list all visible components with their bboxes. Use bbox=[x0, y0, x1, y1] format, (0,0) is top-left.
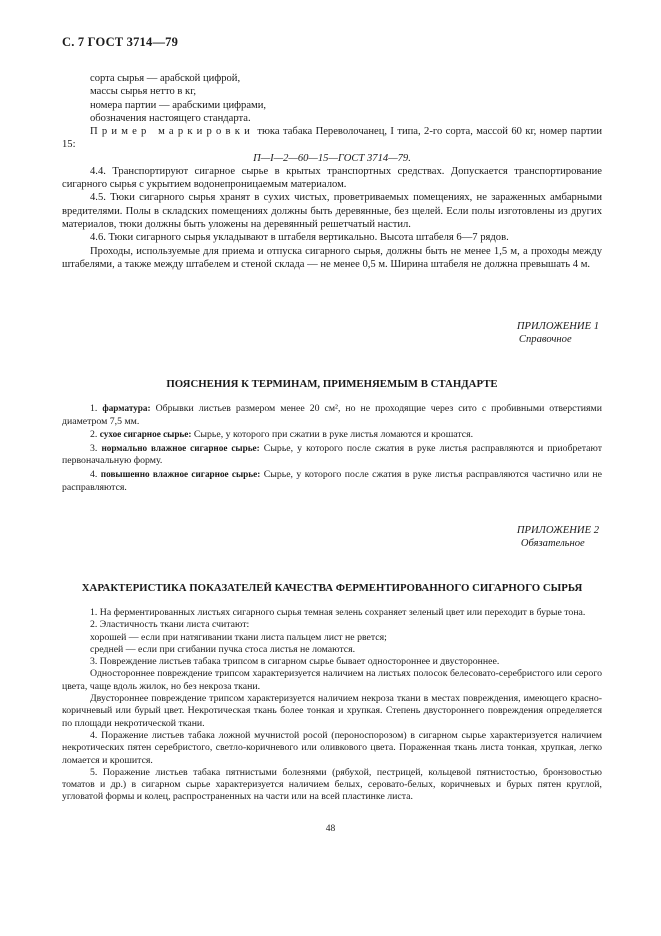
term-item: 3. нормально влажное сигарное сырье: Сырье, у которого после сжатия в руке листья расправляются и приобретают первоначальную форму. bbox=[62, 442, 602, 467]
paragraph: Одностороннее повреждение трипсом характеризуется наличием на листьях полосок белесовато-серебристого или серого цвета, чаще вдоль жилок, но без некроза ткани. bbox=[62, 668, 602, 692]
list-item: сорта сырья — арабской цифрой, bbox=[90, 73, 241, 84]
page-header: С. 7 ГОСТ 3714—79 bbox=[62, 35, 179, 49]
example-text: тюка табака Переволочанец, I типа, 2-го сорта, массой 60 кг, номер партии 15: bbox=[62, 126, 602, 151]
quality-characteristics bbox=[62, 607, 602, 804]
term-name: сухое сигарное сырье: bbox=[99, 429, 192, 440]
example-label: Пример маркировки bbox=[90, 126, 254, 137]
term-item: 1. фарматура: Обрывки листьев размером менее 20 см², но не проходящие через сито с пробивными отверстиями диаметром 7,5 мм. bbox=[62, 403, 602, 427]
marking-formula: П—I—2—60—15—ГОСТ 3714—79. bbox=[253, 152, 411, 164]
appendix-1-label bbox=[517, 320, 599, 346]
paragraph: 4. Поражение листьев табака ложной мучнистой росой (пероноспорозом) в сигарном сырье характеризуется наличием некротических пятен серебристого, светло-коричневого или оливкового цвета. Пораженная ткань листа тонкая, хрупкая, легко ломается и крошится. bbox=[62, 729, 602, 766]
section-title: ПОЯСНЕНИЯ К ТЕРМИНАМ, ПРИМЕНЯЕМЫМ В СТАНДАРТЕ bbox=[166, 378, 498, 390]
paragraph: Проходы, используемые для приема и отпуска сигарного сырья, должны быть не менее 1,5 м, а проходы между штабелями, а также между штабелем и стеной склада — не менее 0,5 м. Ширина штабеля не должна превышать 4 м. bbox=[62, 245, 602, 270]
list-item: обозначения настоящего стандарта. bbox=[90, 112, 251, 124]
paragraph: Двустороннее повреждение трипсом характеризуется наличием некроза ткани в местах повреждения, имеющего красно-коричневый или бурый цвет. Некротическая ткань более тонкая и хрупкая. Степень двустороннего повреждения определяется по площади некротической ткани. bbox=[62, 693, 602, 729]
marking-example bbox=[62, 125, 602, 271]
list-item: массы сырья нетто в кг, bbox=[90, 86, 197, 98]
paragraph: средней — если при сгибании пучка стоса листья не ломаются. bbox=[90, 643, 356, 655]
page-number: 48 bbox=[325, 824, 336, 834]
paragraph: 3. Повреждение листьев табака трипсом в сигарном сырье бывает одностороннее и двустороннее. bbox=[90, 656, 500, 668]
term-item: 4. повышенно влажное сигарное сырье: Сырье, у которого после сжатия в руке листья расправляются частично или не расправляются. bbox=[62, 468, 603, 493]
appendix-subtitle: Обязательное bbox=[520, 538, 585, 549]
marking-list bbox=[62, 72, 602, 125]
term-name: нормально влажное сигарное сырье: bbox=[101, 442, 260, 453]
appendix-title: ПРИЛОЖЕНИЕ 2 bbox=[516, 525, 599, 536]
paragraph: 4.6. Тюки сигарного сырья укладывают в штабеля вертикально. Высота штабеля 6—7 рядов. bbox=[90, 232, 509, 244]
paragraph: 1. На ферментированных листьях сигарного сырья темная зелень сохраняет зеленый цвет или переходит в бурые тона. bbox=[90, 607, 586, 618]
paragraph: хорошей — если при натягивании ткани листа пальцем лист не рвется; bbox=[90, 631, 387, 643]
paragraph: 4.5. Тюки сигарного сырья хранят в сухих чистых, проветриваемых помещениях, не зараженных амбарными вредителями. Полы в складских помещениях должны быть деревянные, без щелей. Если полы изготовлены из других материалов, тюки должны быть уложены на деревянный решетчатый настил. bbox=[62, 192, 602, 231]
paragraph: 4.4. Транспортируют сигарное сырье в крытых транспортных средствах. Допускается транспортирование сигарного сырья с укрытием водонепроницаемым материалом. bbox=[62, 165, 602, 191]
list-item: номера партии — арабскими цифрами, bbox=[90, 99, 267, 111]
term-item: 2. сухое сигарное сырье: Сырье, у которого при сжатии в руке листья ломаются и крошатся. bbox=[90, 429, 474, 441]
appendix-title: ПРИЛОЖЕНИЕ 1 bbox=[516, 321, 599, 332]
appendix-2-label bbox=[517, 524, 599, 550]
paragraph: 2. Эластичность ткани листа считают: bbox=[90, 619, 250, 631]
term-name: фарматура: bbox=[102, 403, 151, 413]
paragraph: 5. Поражение листьев табака пятнистыми болезнями (рябухой, пестрицей, кольцевой пятнистостью, бронзовостью томатов и др.) в сигарном сырье характеризуется наличием белых, серовато-белых, коричневых и бурых пятен круглой, угловатой формы и колец, распространенных на части или на всей пластинке листа. bbox=[62, 766, 602, 803]
appendix-subtitle: Справочное bbox=[518, 334, 572, 345]
term-name: повышенно влажное сигарное сырье: bbox=[100, 468, 261, 479]
terms-list bbox=[62, 402, 602, 494]
section-title: ХАРАКТЕРИСТИКА ПОКАЗАТЕЛЕЙ КАЧЕСТВА ФЕРМЕНТИРОВАННОГО СИГАРНОГО СЫРЬЯ bbox=[81, 582, 583, 594]
